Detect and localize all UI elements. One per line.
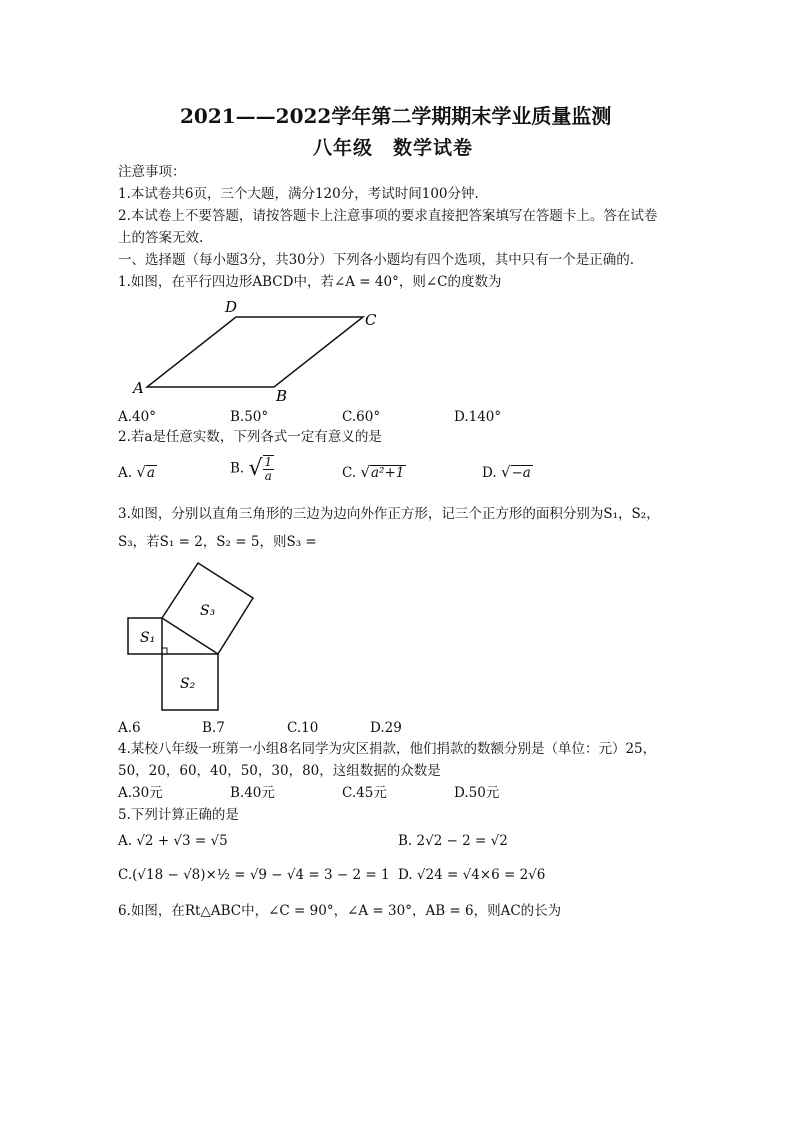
q2-option-b-fraction: $\frac{1}{a}$	[264, 455, 273, 483]
q2-option-b-prefix: B.	[230, 460, 245, 477]
vertex-label-d: D	[225, 298, 238, 316]
notes-heading: 注意事项：	[118, 164, 186, 180]
q6-stem: 6.如图，在Rt△ABC中，∠C = 90°，∠A = 30°，AB = 6，则AC的长为	[118, 903, 562, 919]
q3-option-a: A.6	[118, 720, 141, 736]
q4-stem-line-2: 50，20，60，40，50，30，80，这组数据的众数是	[118, 763, 441, 779]
q2-option-c-radicand: a²+1	[371, 465, 405, 481]
q5-option-b: B. 2√2 − 2 = √2	[398, 833, 508, 849]
q4-option-b: B.40元	[230, 785, 275, 801]
q3-squares-figure	[120, 560, 265, 715]
label-s3: S₃	[200, 603, 216, 619]
vertex-label-b: B	[276, 387, 288, 405]
q2-option-a: A. √a	[118, 463, 155, 481]
q5-stem: 5.下列计算正确的是	[118, 807, 239, 823]
q2-option-a-prefix: A.	[118, 465, 133, 481]
q1-option-c: C.60°	[342, 409, 381, 425]
q3-stem-line-2: S₃，若S₁ = 2，S₂ = 5，则S₃ =	[118, 534, 317, 550]
q2-option-c: C. √a²+1	[342, 463, 405, 481]
q2-option-d-prefix: D.	[482, 465, 497, 481]
q3-option-c: C.10	[287, 720, 319, 736]
q3-stem-line-1: 3.如图，分别以直角三角形的三边为边向外作正方形，记三个正方形的面积分别为S₁，S₂，	[118, 506, 660, 522]
q4-option-d: D.50元	[454, 785, 500, 801]
q1-parallelogram-figure	[125, 295, 395, 405]
q5-option-a: A. √2 + √3 = √5	[118, 833, 228, 849]
q4-option-c: C.45元	[342, 785, 387, 801]
q5-option-d: D. √24 = √4×6 = 2√6	[398, 867, 546, 883]
section-1-heading: 一、选择题（每小题3分，共30分）下列各小题均有四个选项，其中只有一个是正确的.	[118, 252, 635, 268]
vertex-label-a: A	[133, 379, 144, 397]
q2-option-b: B. √ $\frac{1}{a}$	[230, 455, 273, 483]
parallelogram-shape	[147, 317, 363, 387]
q2-stem: 2.若a是任意实数，下列各式一定有意义的是	[118, 429, 382, 445]
q2-option-d-radicand: −a	[511, 465, 531, 481]
page-title: 2021——2022学年第二学期期末学业质量监测	[180, 104, 612, 128]
label-s2: S₂	[180, 676, 196, 692]
q4-stem-line-1: 4.某校八年级一班第一小组8名同学为灾区捐款，他们捐款的数额分别是（单位：元）25，	[118, 741, 657, 757]
q1-option-a: A.40°	[118, 409, 156, 425]
notes-item-2-line-2: 上的答案无效.	[118, 230, 204, 246]
page-subtitle: 八年级 数学试卷	[313, 137, 474, 159]
q2-option-c-prefix: C.	[342, 465, 357, 481]
q2-option-a-radicand: a	[146, 465, 155, 481]
q4-option-a: A.30元	[118, 785, 163, 801]
q5-option-c: C.(√18 − √8)×½ = √9 − √4 = 3 − 2 = 1	[118, 867, 390, 883]
notes-item-1: 1.本试卷共6页，三个大题，满分120分，考试时间100分钟.	[118, 186, 479, 202]
vertex-label-c: C	[365, 311, 377, 329]
q1-option-b: B.50°	[230, 409, 269, 425]
label-s1: S₁	[140, 630, 156, 646]
q3-option-b: B.7	[202, 720, 225, 736]
q1-option-d: D.140°	[454, 409, 502, 425]
notes-item-2-line-1: 2.本试卷上不要答题，请按答题卡上注意事项的要求直接把答案填写在答题卡上。答在试卷	[118, 208, 658, 224]
q3-option-d: D.29	[370, 720, 402, 736]
q2-option-d: D. √−a	[482, 463, 531, 481]
q1-stem: 1.如图，在平行四边形ABCD中，若∠A = 40°，则∠C的度数为	[118, 274, 502, 290]
